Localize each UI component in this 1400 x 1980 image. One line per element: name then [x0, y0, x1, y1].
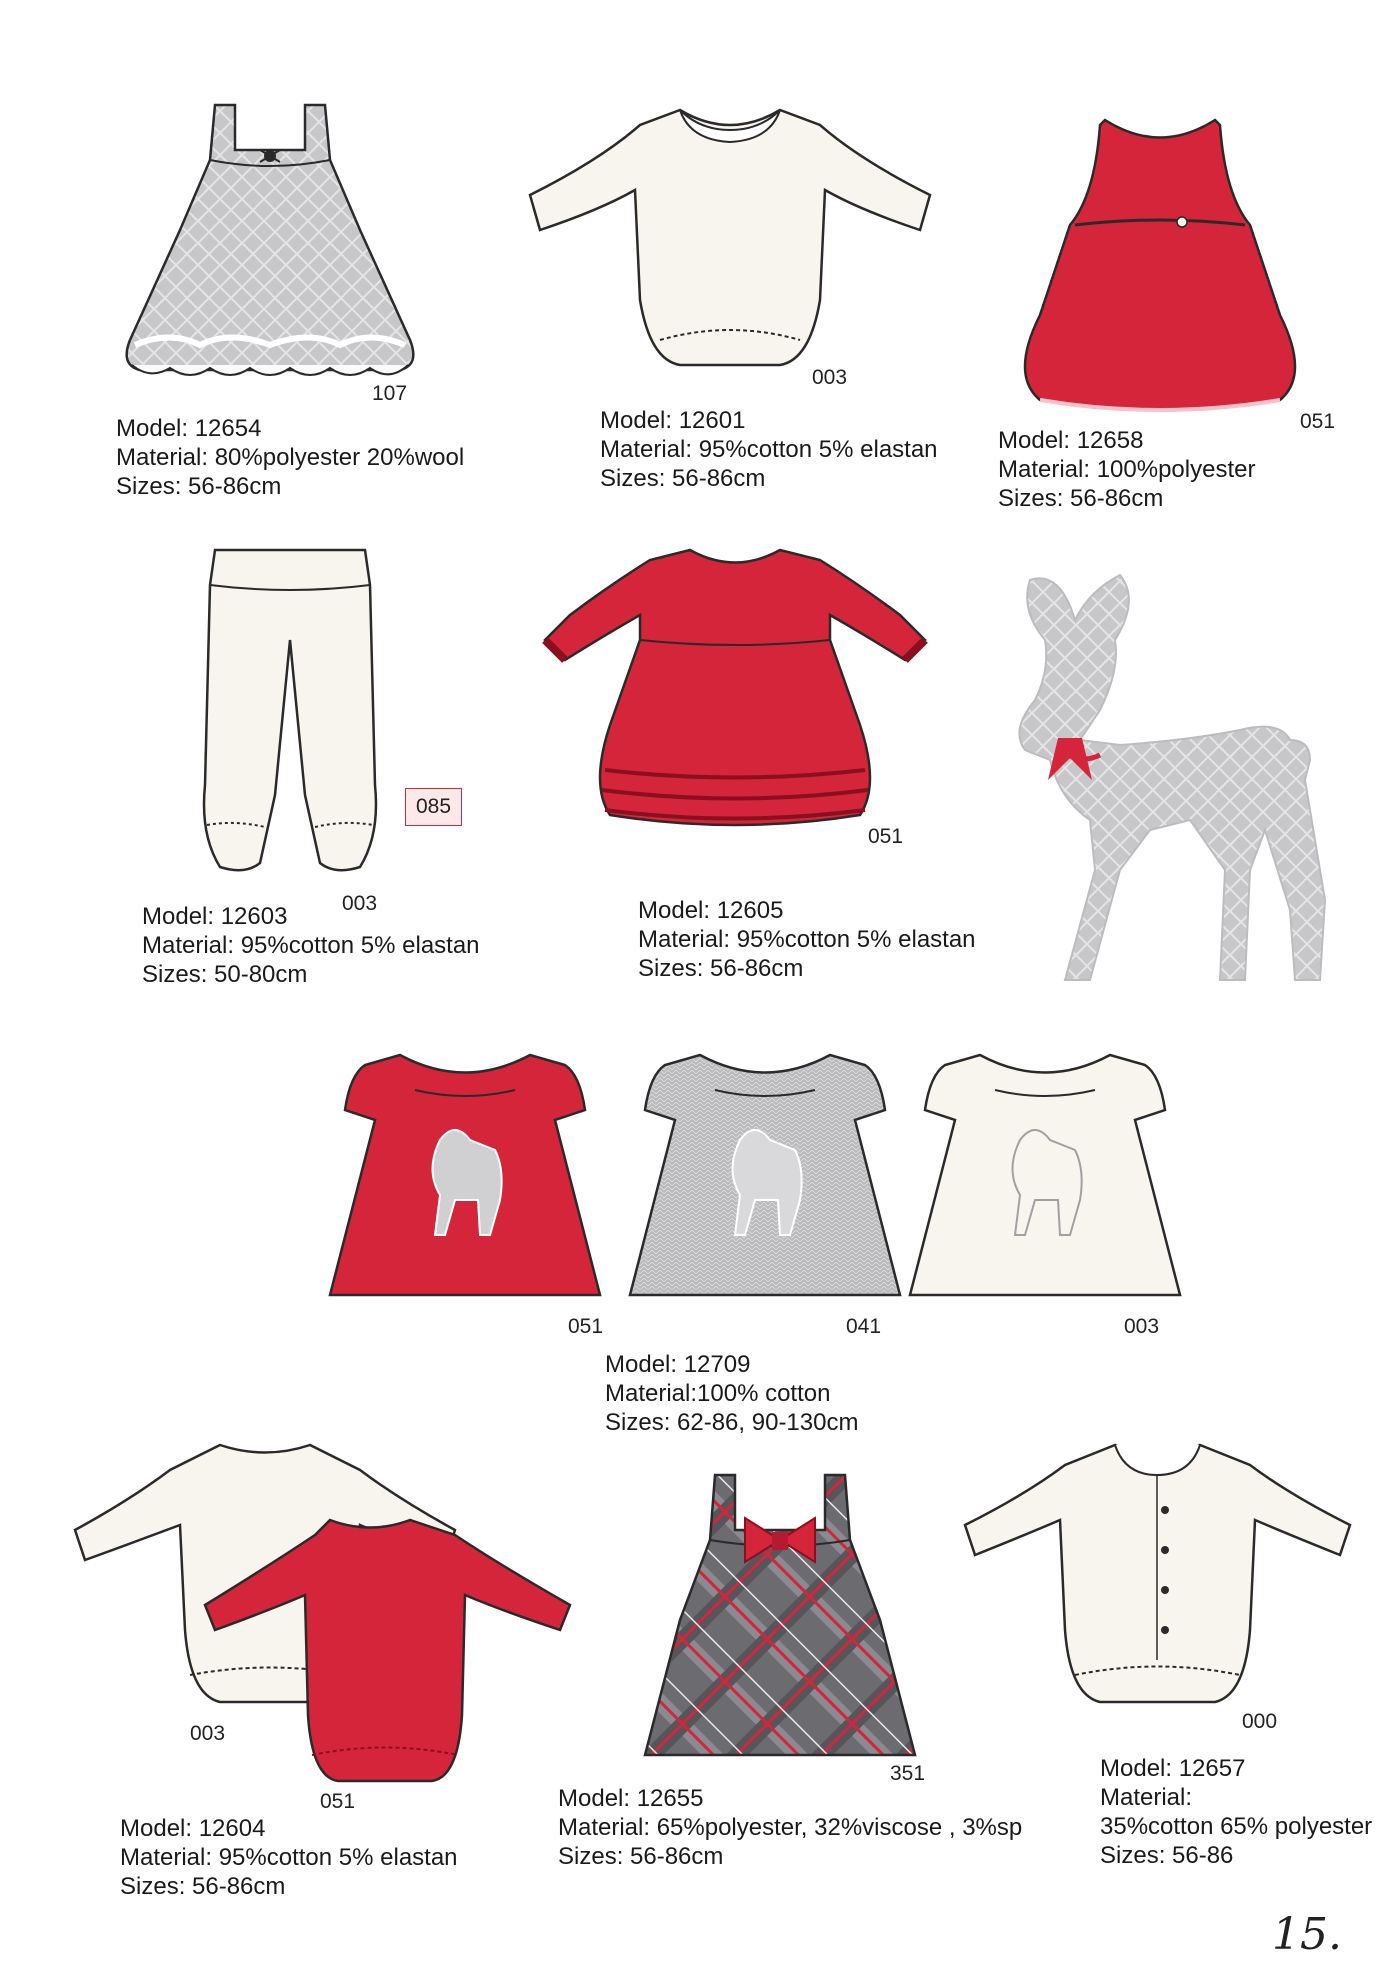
material: Material: 95%cotton 5% elastan — [600, 436, 938, 463]
sizes: Sizes: 56-86cm — [116, 473, 282, 500]
material: Material: 65%polyester, 32%viscose , 3%sp — [558, 1814, 1023, 1841]
material: Material:100% cotton — [605, 1380, 831, 1407]
color-code: 051 — [568, 1315, 604, 1338]
color-code: 051 — [320, 1790, 356, 1813]
product-spec-12655 — [558, 1784, 1022, 1871]
product-spec-12658 — [998, 426, 1255, 513]
dress-12605-illustration — [530, 545, 940, 835]
bodysuit-12657-illustration — [960, 1440, 1355, 1710]
model-number: Model: 12655 — [558, 1785, 704, 1812]
product-spec-12601 — [600, 406, 938, 493]
model-number: Model: 12603 — [142, 903, 288, 930]
material: Material: — [1100, 1784, 1193, 1811]
dress-12709-cream-illustration — [900, 1050, 1190, 1310]
color-code: 107 — [372, 382, 408, 405]
pants-12603-illustration — [195, 545, 385, 875]
sizes: Sizes: 56-86 — [1100, 1842, 1234, 1869]
dress-12709-red-illustration — [320, 1050, 610, 1310]
sizes: Sizes: 56-86cm — [638, 955, 804, 982]
bodysuit-12601-illustration — [530, 100, 930, 375]
color-code: 003 — [342, 892, 378, 915]
material-detail: 35%cotton 65% polyester — [1100, 1813, 1373, 1840]
dress-12655-illustration — [640, 1470, 920, 1770]
model-number: Model: 12709 — [605, 1351, 751, 1378]
model-number: Model: 12604 — [120, 1815, 266, 1842]
product-spec-12604 — [120, 1814, 458, 1901]
material: Material: 80%polyester 20%wool — [116, 444, 465, 471]
sizes: Sizes: 56-86cm — [600, 465, 766, 492]
product-spec-12603 — [142, 902, 480, 989]
model-number: Model: 12654 — [116, 415, 262, 442]
material: Material: 95%cotton 5% elastan — [142, 932, 480, 959]
color-code: 003 — [812, 366, 848, 389]
sizes: Sizes: 50-80cm — [142, 961, 308, 988]
color-code: 051 — [868, 825, 904, 848]
color-code: 003 — [1124, 1315, 1160, 1338]
sizes: Sizes: 62-86, 90-130cm — [605, 1409, 859, 1436]
page-number: 15. — [1272, 1909, 1342, 1960]
bodysuit-12604-red-illustration — [200, 1515, 575, 1785]
model-number: Model: 12657 — [1100, 1755, 1246, 1782]
sizes: Sizes: 56-86cm — [998, 485, 1164, 512]
product-spec-12709 — [605, 1350, 858, 1437]
color-code: 351 — [890, 1762, 926, 1785]
color-code: 051 — [1300, 410, 1336, 433]
material: Material: 95%cotton 5% elastan — [120, 1844, 458, 1871]
sizes: Sizes: 56-86cm — [558, 1843, 724, 1870]
dress-12654-illustration — [110, 100, 430, 385]
model-number: Model: 12601 — [600, 407, 746, 434]
model-number: Model: 12605 — [638, 897, 784, 924]
product-spec-12657 — [1100, 1754, 1372, 1870]
color-code: 041 — [846, 1315, 882, 1338]
dress-12709-grey-illustration — [620, 1050, 910, 1310]
color-code: 003 — [190, 1722, 226, 1745]
color-code: 000 — [1242, 1710, 1278, 1733]
dress-12658-illustration — [1010, 115, 1310, 415]
product-spec-12654 — [116, 414, 464, 501]
product-spec-12605 — [638, 896, 976, 983]
model-number: Model: 12658 — [998, 427, 1144, 454]
material: Material: 100%polyester — [998, 456, 1256, 483]
fawn-motif-illustration — [1010, 570, 1335, 990]
sizes: Sizes: 56-86cm — [120, 1873, 286, 1900]
material: Material: 95%cotton 5% elastan — [638, 926, 976, 953]
color-code-box: 085 — [405, 788, 462, 826]
